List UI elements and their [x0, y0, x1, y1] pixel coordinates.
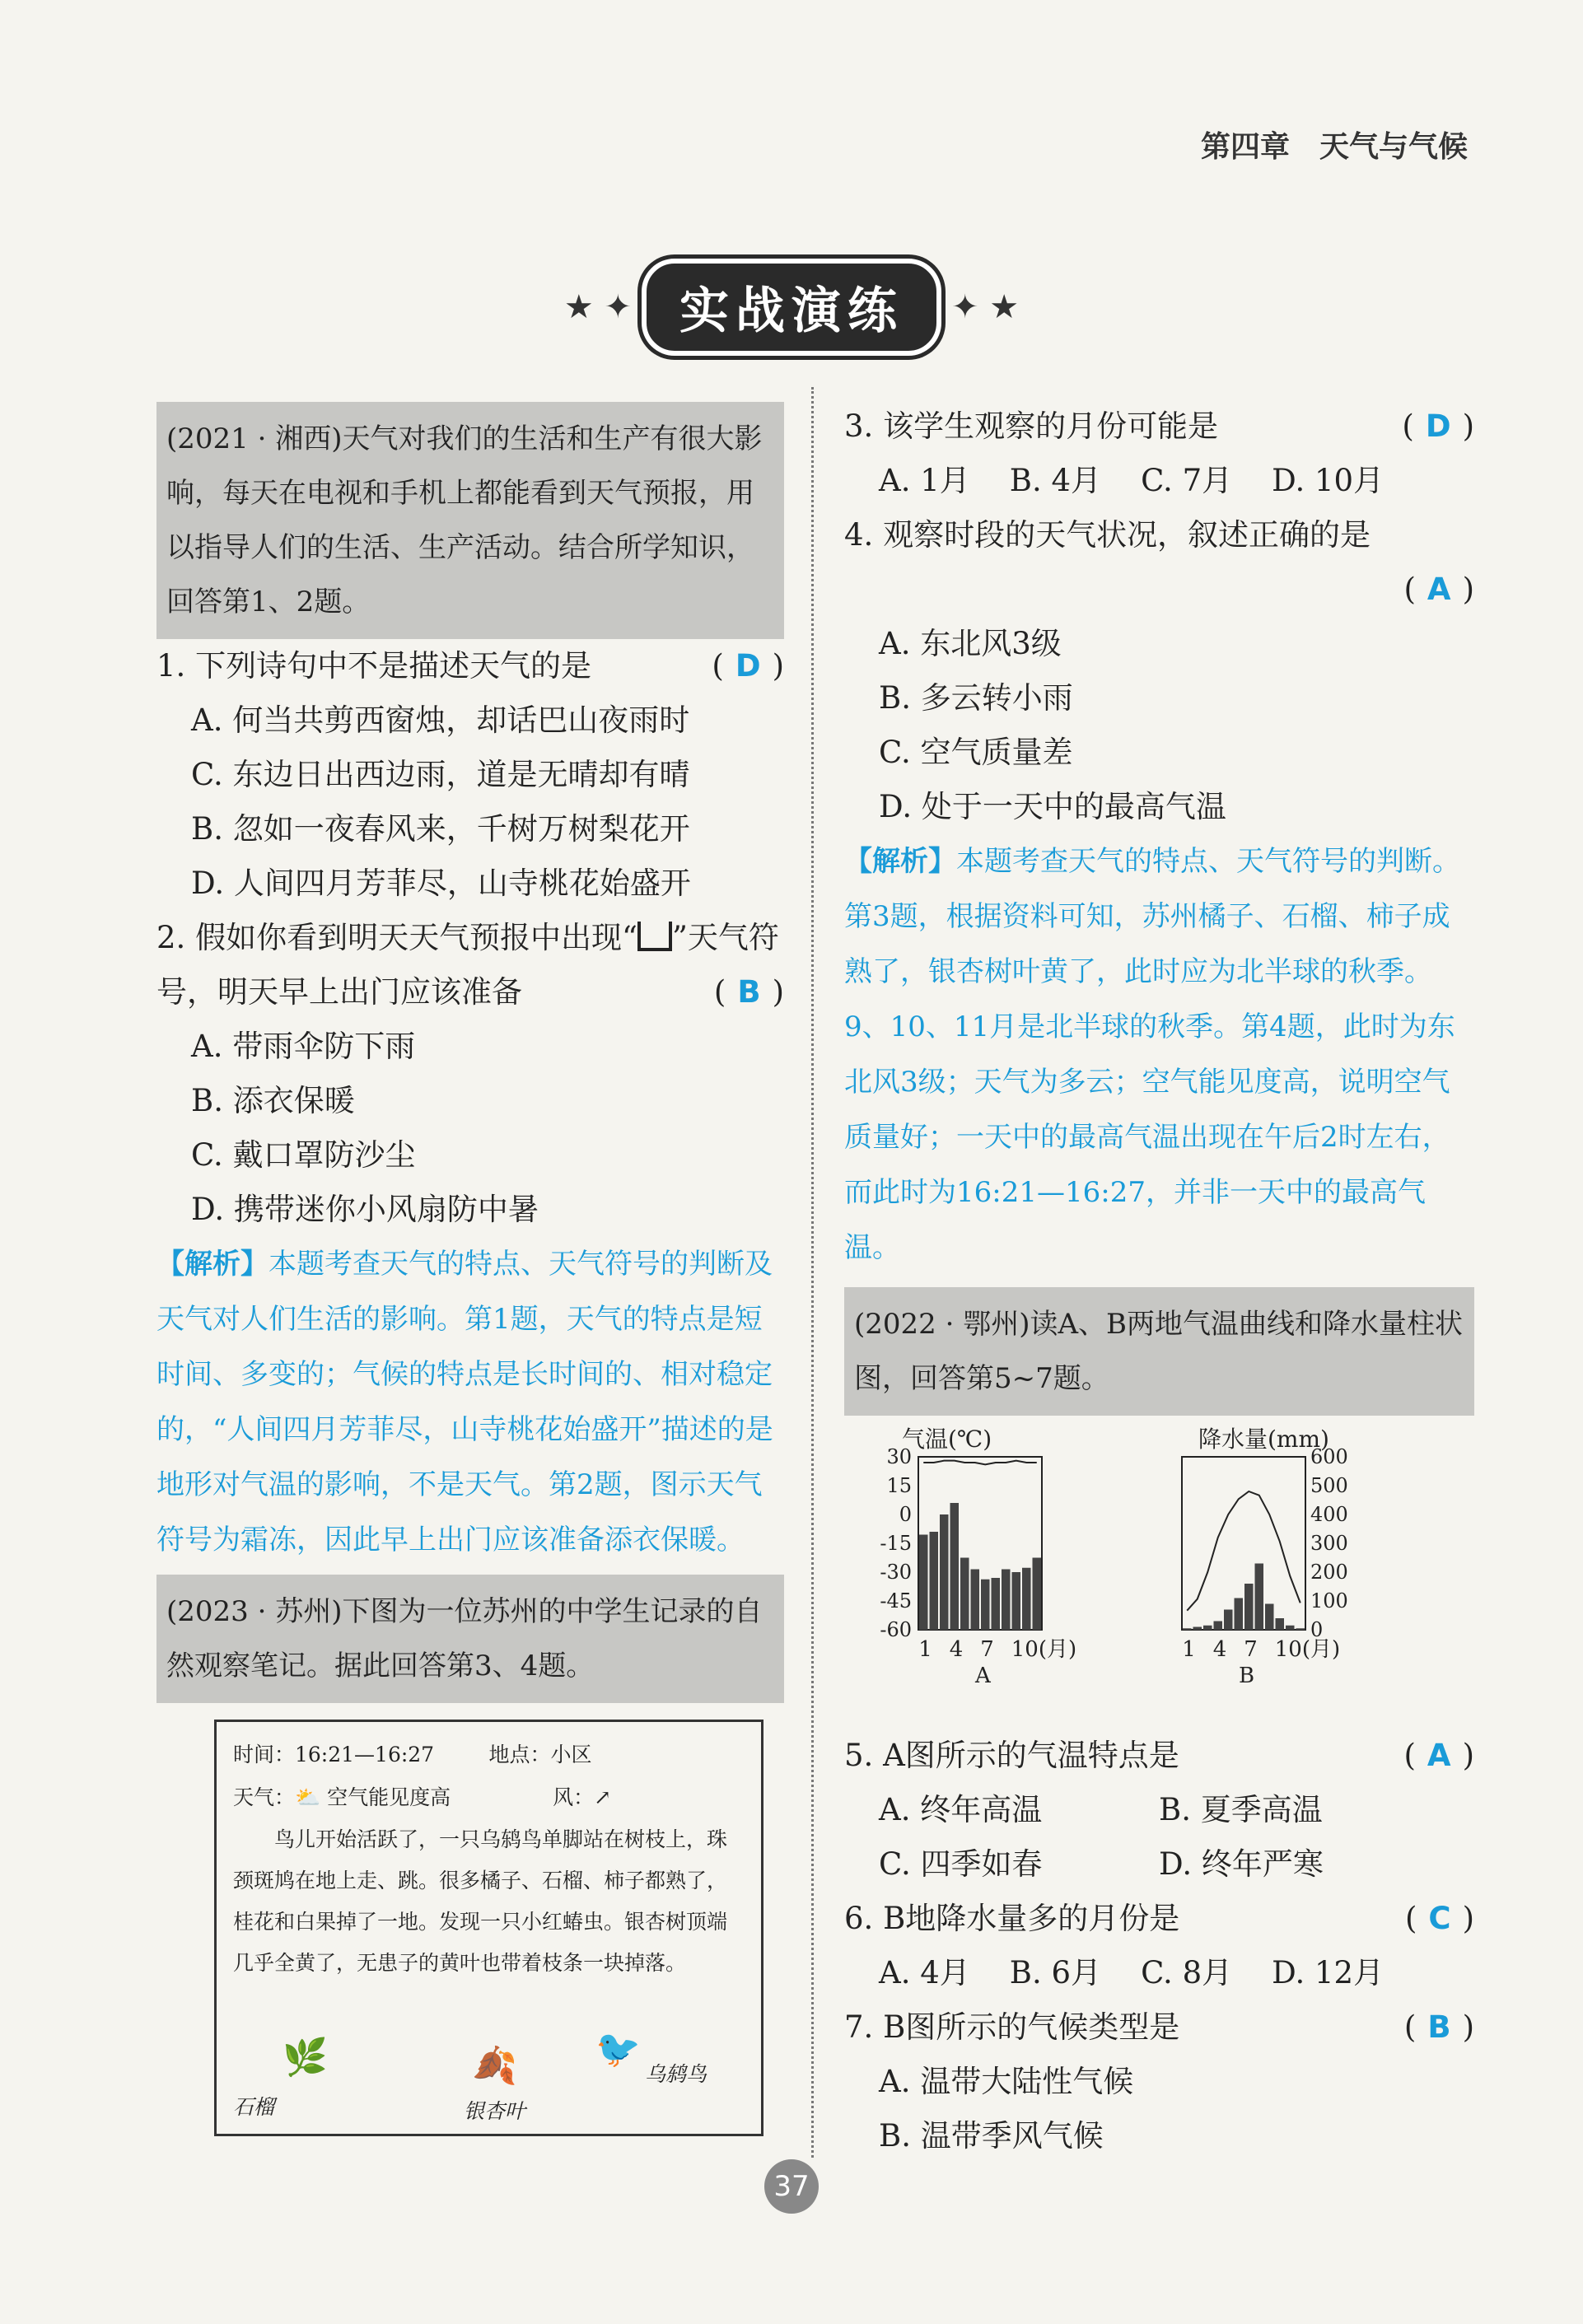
precip-bar — [1265, 1604, 1274, 1631]
option: A. 何当共剪西窗烛，却话巴山夜雨时 — [191, 702, 690, 738]
option: B. 忽如一夜春风来，千树万树梨花开 — [191, 811, 690, 847]
temp-axis-title: 气温(℃) — [902, 1426, 992, 1453]
temp-tick-label: 15 — [886, 1474, 912, 1497]
precip-bar — [1224, 1610, 1233, 1631]
frost-symbol-icon — [637, 922, 672, 951]
option: C. 戴口罩防沙尘 — [191, 1137, 416, 1173]
left-column — [156, 402, 784, 2136]
precip-bar — [992, 1578, 1001, 1630]
explanation: 【解析】本题考查天气的特点、天气符号的判断及天气对人们生活的影响。第1题，天气的特点是短时间、多变的；气候的特点是长时间的、相对稳定的，“人间四月芳菲尽，山寺桃花始盛开”描述的是地形对气温的影响，不是天气。第2题，图示天气符号为霜冻，因此早上出门应该准备添衣保暖。 — [156, 1248, 773, 1556]
temp-tick-label: -15 — [880, 1532, 912, 1555]
options-row: A. 1月 B. 4月 C. 7月 D. 10月 — [879, 463, 1385, 498]
banner-title: 实战演练 — [642, 259, 941, 356]
blackbird-icon: 🐦 — [595, 2028, 641, 2070]
option: B. 添衣保暖 — [191, 1083, 355, 1118]
x-tick-label: 10(月) — [1274, 1637, 1341, 1662]
column-divider — [811, 387, 814, 2158]
section-banner — [0, 262, 1583, 352]
chart-id-label: A — [975, 1664, 991, 1688]
precip-bar — [940, 1514, 949, 1630]
right-column: 3. 该学生观察的月份可能是 ( D ) A. 1月 B. 4月 C. 7月 D. 10月 4. 观察时段的天气状况，叙述正确的是 ( A ) A. 东北风3级 B. 多云转小雨 C. 空气质量差 D. 处于一天中的最高气温 【解析】本题考查天气的特点、天气符号的判断。第3题，根据资料可知，苏州橘子、石榴、柿子成熟了，银杏树叶黄了，此时应为北半球的秋季。9、10、11月是北半球的秋季。第4题，此时为东北风3级；天气为多云；空气能见度高，说明空气质量好；一天中的最高气温出现在午后2时左右，而此时为16:21—16:27，并非一天中的最高气温。 (2022 · 鄂州)读A、B两地气温曲线和降水量柱状图，回答第5~7题。 1 4 7 10(月) A 30 15 0 -15 -30 -45 -60 气温(℃) 1 4 7 10(月) B 600 500 400 300 200 100 0 降水量(mm) 5. A图所示的气温特点是 ( A ) A. 终年高温 B. 夏季高温 C. 四季如春 D. 终年严寒 6. B地降水量多的月份是 ( C ) A. 4月 B. 6月 C. 8月 D. 12月 7. B图所示的气候类型是 ( B ) A. 温带大陆性气候 B. 温带季风气候 — [844, 399, 1474, 2163]
ginkgo-leaf-icon: 🍂 — [472, 2045, 517, 2087]
option: C. 东边日出西边雨，道是无晴却有晴 — [191, 757, 690, 792]
precip-bar — [1022, 1568, 1031, 1630]
precip-bar — [1286, 1626, 1295, 1630]
option: D. 处于一天中的最高气温 — [879, 789, 1226, 824]
precip-bar — [1193, 1627, 1202, 1631]
precip-bar — [1012, 1572, 1021, 1630]
question-2: 2. 假如你看到明天天气预报中出现“ ”天气符号，明天早上出门应该准备 ( B ) — [156, 920, 784, 1010]
notebook-text: 鸟儿开始活跃了，一只乌鸫鸟单脚站在树枝上，珠颈斑鸠在地上走、跳。很多橘子、石榴、柿子都熟了，桂花和白果掉了一地。发现一只小红蝽虫。银杏树顶端几乎全黄了，无患子的黄叶也带着枝条一块掉落。 — [233, 1827, 728, 1975]
option: C. 空气质量差 — [879, 735, 1073, 770]
precip-bar — [930, 1532, 939, 1630]
precip-bar — [1033, 1558, 1042, 1631]
x-tick-label: 1 — [918, 1637, 932, 1662]
precip-bar — [950, 1503, 960, 1630]
answer-6: C — [1428, 1901, 1451, 1936]
x-tick-label: 4 — [1212, 1637, 1227, 1662]
answer-2: B — [737, 974, 761, 1010]
x-tick-label: 7 — [1244, 1637, 1258, 1662]
precip-tick-label: 100 — [1310, 1589, 1348, 1612]
label-blackbird: 乌鸫鸟 — [645, 2062, 707, 2086]
climate-charts — [844, 1424, 1474, 1729]
pomegranate-icon: 🌿 — [283, 2037, 328, 2079]
precip-bar — [1002, 1570, 1011, 1631]
precip-tick-label: 500 — [1310, 1474, 1348, 1497]
question-1: 1. 下列诗句中不是描述天气的是 ( D ) — [156, 648, 784, 684]
x-tick-label: 1 — [1182, 1637, 1196, 1662]
option: B. 多云转小雨 — [879, 680, 1073, 716]
answer-3: D — [1425, 408, 1451, 444]
precip-bar — [1255, 1564, 1264, 1631]
precip-bar — [1183, 1628, 1192, 1630]
cloud-sun-icon: ⛅ — [295, 1785, 328, 1809]
page-number: 37 — [764, 2159, 819, 2214]
precip-tick-label: 200 — [1310, 1561, 1348, 1584]
option: A. 温带大陆性气候 — [879, 2064, 1134, 2099]
precip-bar — [960, 1558, 969, 1631]
precip-tick-label: 400 — [1310, 1503, 1348, 1526]
plot-frame — [1182, 1457, 1305, 1630]
option: D. 人间四月芳菲尽，山寺桃花始盛开 — [191, 866, 691, 901]
explanation: 【解析】本题考查天气的特点、天气符号的判断。第3题，根据资料可知，苏州橘子、石榴、柿子成熟了，银杏树叶黄了，此时应为北半球的秋季。9、10、11月是北半球的秋季。第4题，此时为东北风3级；天气为多云；空气能见度高，说明空气质量好；一天中的最高气温出现在午后2时左右，而此时为16:21—16:27，并非一天中的最高气温。 — [844, 845, 1460, 1264]
precip-tick-label: 600 — [1310, 1445, 1348, 1468]
temp-tick-label: 0 — [899, 1503, 912, 1526]
question-7: 7. B图所示的气候类型是 ( B ) — [844, 2009, 1474, 2045]
option: B. 温带季风气候 — [879, 2118, 1104, 2154]
precip-axis-title: 降水量(mm) — [1198, 1426, 1329, 1453]
options-row: A. 终年高温 B. 夏季高温 — [879, 1792, 1323, 1827]
precip-bar — [1244, 1584, 1254, 1630]
observation-notebook: 时间：16:21—16:27 地点：小区 天气：⛅ 空气能见度高 风：↗ 鸟儿开始活跃了，一只乌鸫鸟单脚站在树枝上，珠颈斑鸠在地上走、跳。很多橘子、石榴、柿子都熟了，桂花和白果掉了一地。发现一只小红蝽虫。银杏树顶端几乎全黄了，无患子的黄叶也带着枝条一块掉落。 🌿 石榴 🍂 银杏叶 🐦 乌鸫鸟 — [214, 1720, 763, 2136]
x-tick-label: 4 — [949, 1637, 964, 1662]
temp-line — [1187, 1491, 1300, 1611]
option: D. 携带迷你小风扇防中暑 — [191, 1192, 539, 1227]
answer-5: A — [1427, 1738, 1451, 1773]
options-row: C. 四季如春 D. 终年严寒 — [879, 1846, 1324, 1882]
temp-tick-label: 30 — [886, 1445, 912, 1468]
temp-tick-label: -60 — [880, 1618, 912, 1641]
precip-tick-label: 0 — [1310, 1618, 1324, 1641]
question-intro: (2021 · 湘西)天气对我们的生活和生产有很大影响，每天在电视和手机上都能看到天气预报，用以指导人们的生活、生产活动。结合所学知识，回答第1、2题。 — [156, 402, 784, 639]
x-tick-label: 10(月) — [1011, 1637, 1077, 1662]
options-row: A. 4月 B. 6月 C. 8月 D. 12月 — [879, 1955, 1385, 1990]
precip-bar — [1276, 1618, 1285, 1630]
precip-bar — [1235, 1598, 1244, 1631]
x-tick-label: 7 — [980, 1637, 994, 1662]
precip-bar — [1203, 1626, 1212, 1630]
temp-line — [923, 1461, 1037, 1465]
star-icon: ★ ✦ — [563, 288, 632, 326]
precip-bar — [919, 1535, 928, 1631]
label-pomegranate: 石榴 — [233, 2095, 275, 2119]
star-icon: ✦ ★ — [951, 288, 1020, 326]
precip-bar — [981, 1580, 990, 1630]
chapter-title: 第四章 天气与气候 — [1200, 130, 1468, 164]
precip-tick-label: 300 — [1310, 1532, 1348, 1555]
precip-bar — [1296, 1628, 1305, 1630]
question-4: 4. 观察时段的天气状况，叙述正确的是 — [844, 517, 1371, 553]
question-intro: (2023 · 苏州)下图为一位苏州的中学生记录的自然观察笔记。据此回答第3、4题。 — [156, 1575, 784, 1703]
temp-tick-label: -30 — [880, 1561, 912, 1584]
option: A. 带雨伞防下雨 — [191, 1029, 416, 1064]
answer-4: A — [1427, 572, 1451, 607]
precip-bar — [1214, 1622, 1223, 1631]
question-3: 3. 该学生观察的月份可能是 ( D ) — [844, 408, 1474, 444]
chart-id-label: B — [1239, 1664, 1255, 1688]
answer-1: D — [735, 648, 761, 684]
wind-symbol-icon: ↗ — [594, 1785, 612, 1809]
question-5: 5. A图所示的气温特点是 ( A ) — [844, 1738, 1474, 1773]
precip-bar — [971, 1570, 980, 1631]
question-intro: (2022 · 鄂州)读A、B两地气温曲线和降水量柱状图，回答第5~7题。 — [844, 1287, 1474, 1416]
option: A. 东北风3级 — [879, 626, 1062, 661]
label-ginkgo: 银杏叶 — [464, 2099, 526, 2123]
temp-tick-label: -45 — [880, 1589, 912, 1612]
question-6: 6. B地降水量多的月份是 ( C ) — [844, 1901, 1474, 1936]
answer-7: B — [1427, 2009, 1451, 2045]
